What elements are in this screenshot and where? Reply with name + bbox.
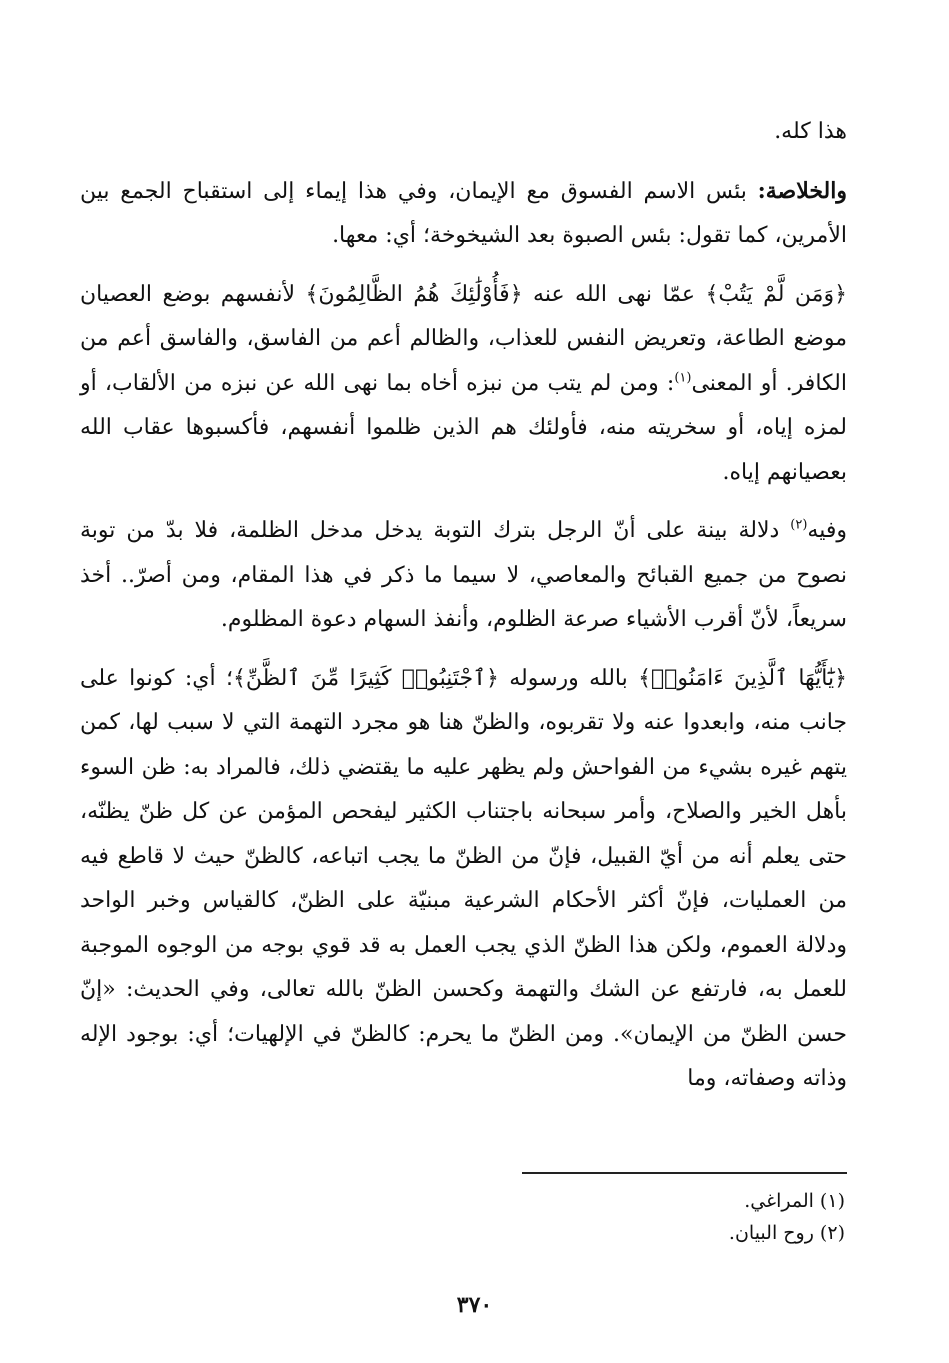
quran-quote: ﴿يَٰٓأَيُّهَا ٱلَّذِينَ ءَامَنُوا۟﴾ (638, 665, 848, 691)
quran-quote: ﴿وَمَن لَّمْ يَتُبْ﴾ (705, 281, 847, 307)
footnote-divider (522, 1172, 847, 1174)
footnotes (729, 1185, 845, 1249)
paragraph-text: عمّا نهى الله عنه (522, 281, 706, 307)
quran-quote: ﴿ٱجْتَنِبُوا۟ كَثِيرًا مِّنَ ٱلظَّنِّ﴾ (232, 665, 499, 691)
paragraph-lesson (80, 509, 847, 643)
quran-quote: ﴿فَأُوْلَٰئِكَ هُمُ الظَّالِمُونَ﴾ (305, 281, 523, 307)
paragraph-text: ؛ أي: كونوا على جانب منه، وابعدوا عنه ولا تقربوه، والظنّ هنا هو مجرد التهمة التي لا سبب لها، كمن يتهم غيره بشيء من الفواحش ولم يظهر عليه ما يقتضي ذلك، فالمراد به: ظن السوء بأهل الخير والصلاح، وأمر سبحانه باجتناب الكثير ليفحص المؤمن عن كل ظنّ يظنّه، حتى يعلم أنه من أيّ القبيل، فإنّ من الظنّ ما يجب اتباعه، كالظنّ حيث لا قاطع فيه من العمليات، فإنّ أكثر الأحكام الشرعية مبنيّة على الظنّ، كالقياس وخبر الواحد ودلالة العموم، ولكن هذا الظنّ الذي يجب العمل به قد قوي بوجه من الوجوه الموجبة للعمل به، فارتفع عن الشك والتهمة وكحسن الظنّ بالله تعالى، وفي الحديث: «إنّ حسن الظنّ من الإيمان». ومن الظنّ ما يحرم: كالظنّ في الإلهيات؛ أي: بوجود الإله وذاته وصفاته، وما (80, 665, 847, 1091)
footnote-ref: (٢) (790, 517, 808, 533)
footnote-1: (١) المراغي. (744, 1190, 845, 1212)
paragraph-suspicion (80, 657, 847, 1102)
paragraph-text: هذا كله. (774, 119, 847, 144)
paragraph-text: : ومن لم يتب من نبزه أخاه بما نهى الله عن نبزه من الألقاب، أو لمزه إياه، أو سخريته منه، فأولئك هم الذين ظلموا أنفسهم، فأكسبوها عقاب الله بعصيانهم إياه. (80, 370, 847, 485)
paragraph-text: بئس الاسم الفسوق مع الإيمان، وفي هذا إيماء إلى استقباح الجمع بين الأمرين، كما تقول: بئس الصبوة بعد الشيخوخة؛ أي: معها. (80, 178, 847, 248)
paragraph-repentance (80, 273, 847, 496)
paragraph-text: وفيه (807, 518, 847, 543)
paragraph-text: دلالة بينة على أنّ الرجل بترك التوبة يدخل مدخل الظلمة، فلا بدّ من توبة نصوح من جميع القبائح والمعاصي، لا سيما ما ذكر في هذا المقام، ومن أصرّ.. أخذ سريعاً، لأنّ أقرب الأشياء صرعة الظلوم، وأنفذ السهام دعوة المظلوم. (80, 518, 847, 632)
footnote-ref: (١) (674, 370, 692, 386)
paragraph-text: لأنفسهم بوضع العصيان موضع الطاعة، وتعريض النفس للعذاب، والظالم أعم من الفاسق، والفاسق أعم من الكافر. أو المعنى (80, 281, 847, 396)
page-number: ٣٧٠ (456, 1292, 493, 1318)
page-body (80, 110, 847, 1116)
paragraph-summary (80, 169, 847, 259)
summary-keyword: والخلاصة: (757, 177, 847, 204)
footnote-2: (٢) روح البيان. (728, 1222, 845, 1244)
paragraph-text: بالله ورسوله (498, 665, 639, 691)
paragraph-intro (80, 110, 847, 155)
